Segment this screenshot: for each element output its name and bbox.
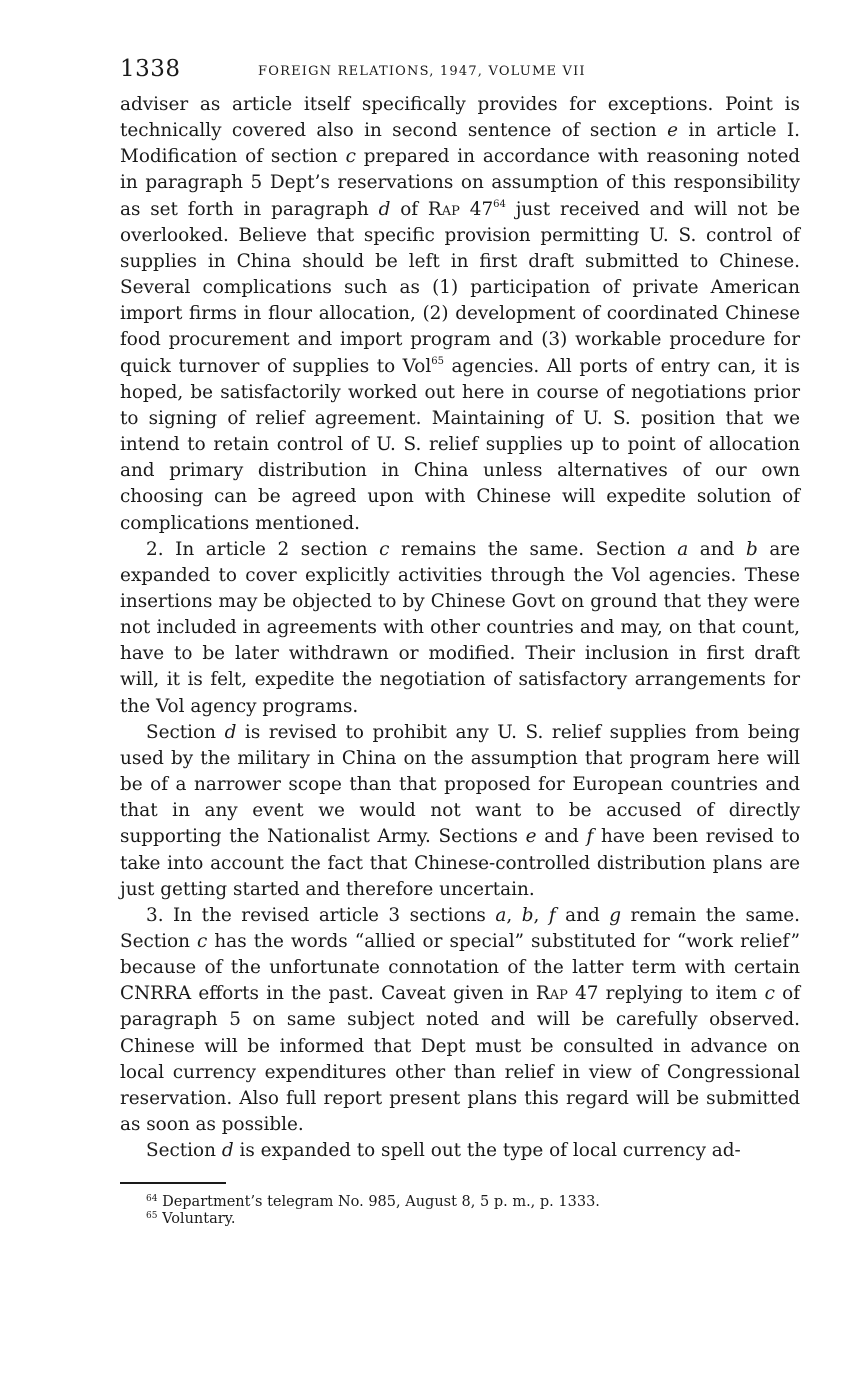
paragraph-4: 3. In the revised article 3 sections a, b, f and g remain the same. Section c has the words “allied or special” substituted for “work relief” because of the unfortunate connotation of the latter term with certain CNRRA efforts in the past. Caveat given in Rap 47 replying to item c of paragraph 5 on same subject noted and will be carefully observed. Chinese will be informed that Dept must be consulted in advance on local currency expenditures other than relief in view of Congressional reservation. Also full report present plans this regard will be submitted as soon as possible.: [120, 904, 801, 1136]
footnote-65: [146, 1211, 800, 1228]
document-page: [120, 56, 800, 1228]
running-header: [120, 56, 800, 86]
footnote-divider: [120, 1182, 226, 1184]
footnote-64: [146, 1194, 800, 1211]
footnote-ref-64: 64: [493, 198, 506, 210]
paragraph-1: adviser as article itself specifically provides for exceptions. Point is technically covered also in second sentence of section e in article I. Modification of section c prepared in accordance with reasoning noted in paragraph 5 Dept’s reservations on assumption of this responsibility as set forth in paragraph d of Rap $47^{64}$ just received and will not be overlooked. Believe that specific provision permitting U. S. control of supplies in China should be left in first draft submitted to Chinese. Several complications such as (1) participation of private American import firms in flour allocation, (2) development of coordinated Chinese food procurement and import program and (3) workable procedure for quick turnover of supplies to Vol$^{65}$ agencies. All ports of entry can, it is hoped, be satisfactorily worked out here in course of negotiations prior to signing of relief agreement. Maintaining of U. S. position that we intend to retain control of U. S. relief supplies up to point of allocation and primary distribution in China unless alternatives of our own choosing can be agreed upon with Chinese will expedite solution of complications mentioned.: [120, 94, 801, 534]
footnote-text: Voluntary.: [162, 1210, 236, 1227]
page-number: 1338: [120, 56, 181, 82]
running-title: FOREIGN RELATIONS, 1947, VOLUME VII: [258, 64, 586, 79]
footnote-marker: 64: [146, 1193, 158, 1204]
footnote-marker: 65: [146, 1210, 158, 1221]
paragraph-2: 2. In article 2 section c remains the same. Section a and b are expanded to cover explicitly activities through the Vol agencies. These insertions may be objected to by Chinese Govt on ground that they were not included in agreements with other countries and may, on that count, have to be later withdrawn or modified. Their inclusion in first draft will, it is felt, expedite the negotiation of satisfactory arrangements for the Vol agency programs.: [120, 538, 800, 717]
paragraph-3: Section d is revised to prohibit any U. S. relief supplies from being used by the military in China on the assumption that program here will be of a narrower scope than that proposed for European countries and that in any event we would not want to be accused of directly supporting the Nationalist Army. Sections e and f have been revised to take into account the fact that Chinese-controlled distribution plans are just getting started and therefore uncertain.: [120, 721, 800, 900]
paragraph-5: Section d is expanded to spell out the type of local currency ad-: [146, 1140, 741, 1162]
footnotes: [120, 1194, 800, 1228]
footnote-text: Department’s telegram No. 985, August 8, 5 p. m., p. 1333.: [162, 1193, 600, 1210]
footnote-ref-65: 65: [431, 355, 444, 367]
body-text: [120, 92, 800, 1164]
